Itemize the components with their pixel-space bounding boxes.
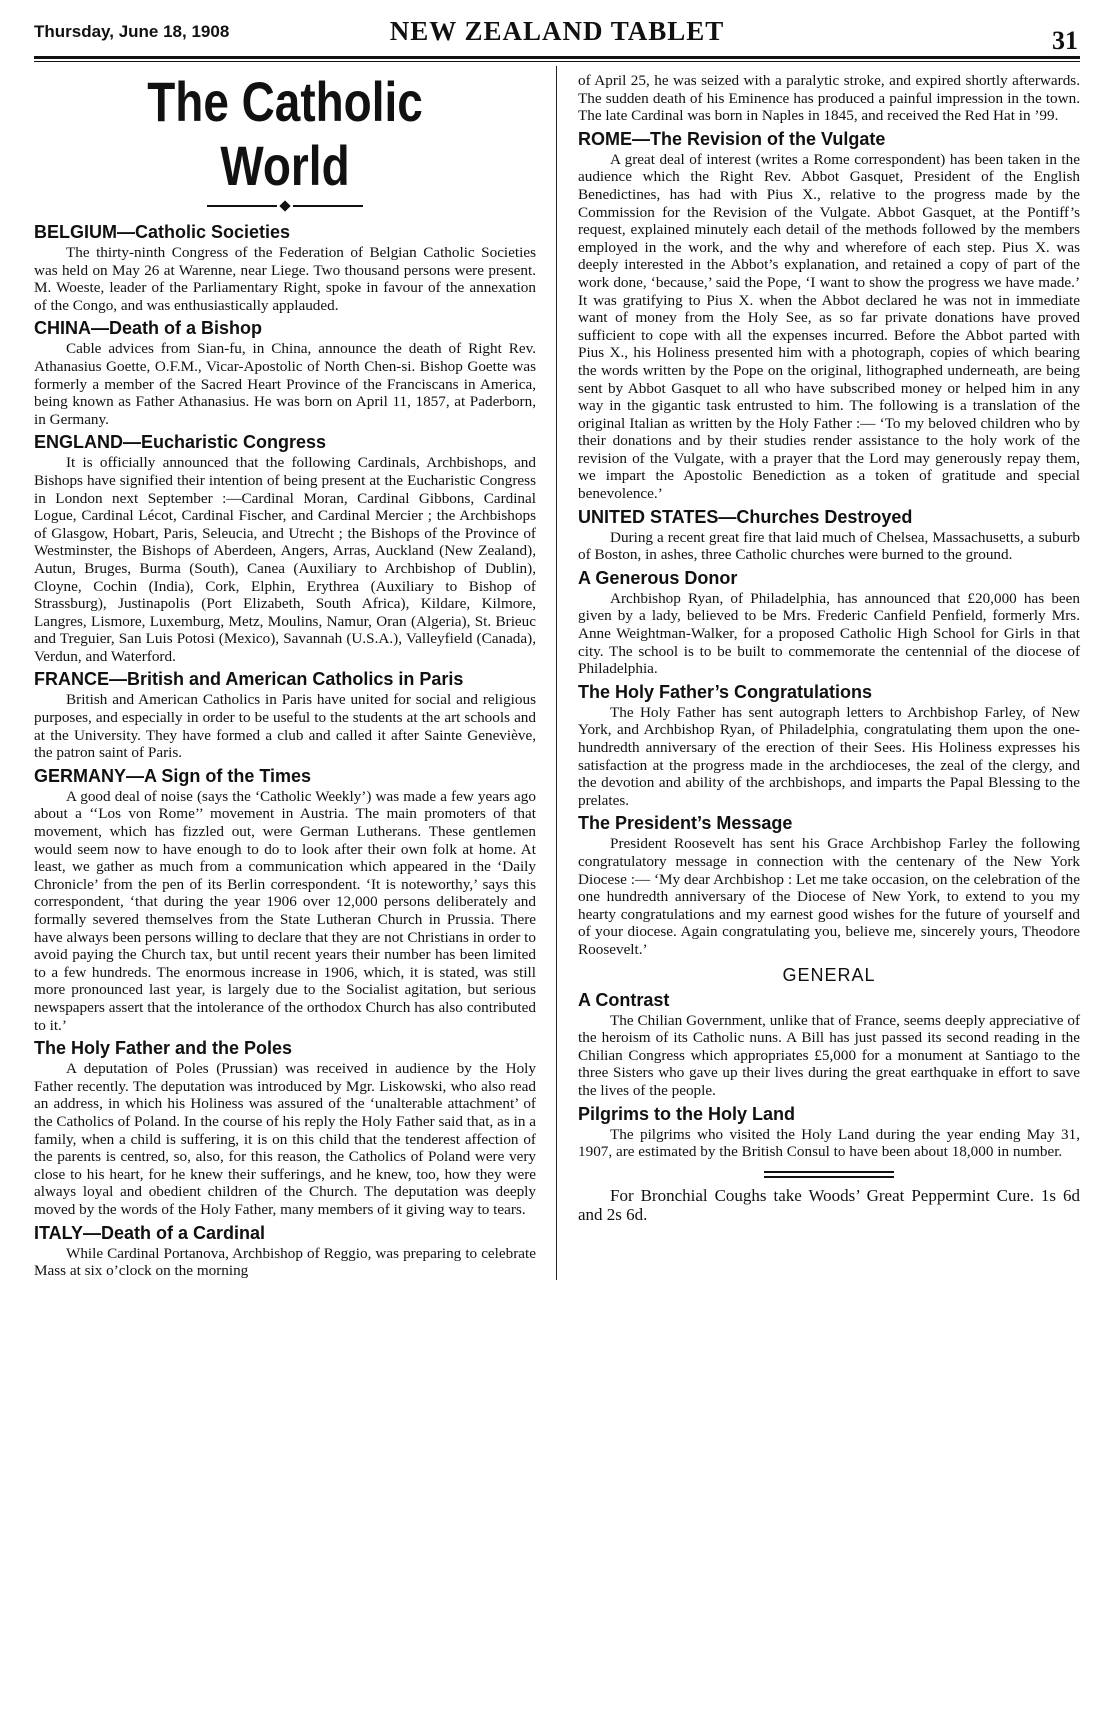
issue-date: Thursday, June 18, 1908 xyxy=(34,22,230,41)
left-column xyxy=(34,62,536,1280)
diamond-ornament xyxy=(279,200,290,211)
right-column xyxy=(578,62,1080,1280)
article-heading-generous-donor: A Generous Donor xyxy=(578,567,738,588)
article-heading-england: ENGLAND—Eucharistic Congress xyxy=(34,432,327,453)
page-number: 31 xyxy=(1052,26,1078,55)
article-paragraph: While Cardinal Portanova, Archbishop of Reggio, was preparing to celebrate Mass at six o’clock on the morning xyxy=(34,1244,536,1280)
article-heading-contrast: A Contrast xyxy=(578,989,670,1010)
article-paragraph: Archbishop Ryan, of Philadelphia, has announced that £20,000 has been given by a lady, believed to be Mrs. Frederic Canfield Penfield, formerly Mrs. Anne Weightman-Walker, for a proposed Catholic High School for Girls in that city. The school is to be built to commemorate the centennial of the diocese of Philadelphia. xyxy=(578,589,1080,678)
article-heading-pilgrims: Pilgrims to the Holy Land xyxy=(578,1103,796,1124)
article-heading-belgium: BELGIUM—Catholic Societies xyxy=(34,222,291,242)
article-heading-congratulations: The Holy Father’s Congratulations xyxy=(578,681,873,702)
article-paragraph: A great deal of interest (writes a Rome correspondent) has been taken in the audience which the Right Rev. Abbot Gasquet, President of the English Benedictines, has had with Pius X., relative to the progress made by the Commission for the Revision of the Vulgate. Abbot Gasquet, at the Pontiff’s request, explained minutely each detail of the methods followed by the members employed in the work, and the why and wherefore of each step. Pius X. was deeply interested in the Abbot’s explanation, and retained a copy of part of the work done, ‘because,’ said the Pope, ‘I want to show the progress we have made.’ It was gratifying to Pius X. when the Abbot declared he was not in immediate want of money from the Holy See, as so far private donations have proved sufficient to cope with all the expenses incurred. Before the Abbot parted with Pius X., his Holiness presented him with a photograph, copies of which bearing the words written by the Pope on the original, lithographed underneath, are being sent by Abbot Gasquet to all who have subscribed money or helped him in any way in the gigantic task entrusted to him. The following is a translation of the original Italian as written by the Holy Father :— ‘To my beloved children who by their donations and by their studies render assistance to the holy work of the revision of the Vulgate, with a prayer that the Lord may generously repay them, we impart the Apostolic Benediction as a token of gratitude and special benevolence.’ xyxy=(578,150,1080,503)
article-paragraph: The pilgrims who visited the Holy Land during the year ending May 31, 1907, are estimated by the British Consul to have been about 18,000 in number. xyxy=(578,1125,1080,1161)
article-paragraph: President Roosevelt has sent his Grace Archbishop Farley the following congratulatory message in connection with the centenary of the New York Diocese :— ‘My dear Archbishop : Let me take occasion, on the celebration of the one hundredth anniversary of the Diocese of New York, to extend to you my hearty congratulations and my earnest good wishes for the future of yourself and of your diocese. Again congratulating you, believe me, sincerely yours, Theodore Roosevelt.’ xyxy=(578,835,1080,958)
section-title: The Catholic World xyxy=(147,70,423,197)
article-paragraph: Cable advices from Sian-fu, in China, announce the death of Right Rev. Athanasius Goette, O.F.M., Vicar-Apostolic of North Chen-si. Bishop Goette was formerly a member of the Sacred Heart Province of the Franciscans in America, being known as Father Athanasius. He was born on April 11, 1857, at Paderborn, in Germany. xyxy=(34,340,536,428)
end-rule xyxy=(764,1171,894,1178)
column-divider xyxy=(556,66,557,1280)
article-heading-presidents-message: The President’s Message xyxy=(578,813,793,834)
article-heading-china: CHINA—Death of a Bishop xyxy=(34,318,263,339)
article-paragraph: The Chilian Government, unlike that of France, seems deeply appreciative of the heroism of its Catholic nuns. A Bill has just passed its second reading in the Chilian Congress which appropriates £5,000 for a monument at Santiago to the three Sisters who gave up their lives during the great earthquake in effort to save the lives of the people. xyxy=(578,1011,1080,1099)
article-heading-united-states: UNITED STATES—Churches Destroyed xyxy=(578,506,913,527)
columns xyxy=(34,62,1080,1280)
article-paragraph: British and American Catholics in Paris have united for social and religious purposes, and especially in order to be useful to the students at the art schools and at the University. They have formed a club and called it after Sainte Geneviève, the patron saint of Paris. xyxy=(34,691,536,762)
article-heading-italy: ITALY—Death of a Cardinal xyxy=(34,1222,266,1243)
advertisement: For Bronchial Coughs take Woods’ Great Peppermint Cure. 1s 6d and 2s 6d. xyxy=(578,1185,1080,1224)
ornament-rule xyxy=(34,202,536,210)
article-paragraph: A good deal of noise (says the ‘Catholic Weekly’) was made a few years ago about a ‘‘Los von Rome’’ movement in Austria. The main promoters of that movement, which has fizzled out, were German Lutherans. These gentlemen would seem now to have enough to do to look after their own folk at home. At least, we gather as much from a communication which appeared in the ‘Daily Chronicle’ from the pen of its Berlin correspondent. ‘It is noteworthy,’ says this correspondent, ‘that during the year 1906 over 12,000 persons deliberately and formally severed themselves from the State Lutheran Church in Prussia. There have always been persons willing to declare that they are not Christians in order to avoid paying the Church tax, but until recent years their number has been limited to a few hundreds. The enormous increase in 1906, which, it is stated, was still more pronounced last year, is largely due to the Socialist agitation, but serious newspapers assert that the intolerance of the orthodox Church has also contributed to it.’ xyxy=(34,787,536,1034)
article-heading-holy-father-poles: The Holy Father and the Poles xyxy=(34,1038,293,1059)
article-paragraph: It is officially announced that the following Cardinals, Archbishops, and Bishops have signified their intention of being present at the Eucharistic Congress in London next September :—Cardinal Moran, Cardinal Gibbons, Cardinal Logue, Cardinal Lécot, Cardinal Fischer, and Cardinal Mercier ; the Archbishops of Glasgow, Hobart, Paris, Seleucia, and Utrecht ; the Bishops of the Province of Westminster, the Bishops of Aberdeen, Angers, Arras, Auckland (New Zealand), Autun, Bruges, Burma (South), Canea (Auxiliary to Archbishop of Dublin), Cloyne, Cochin (India), Cork, Elphin, Erythrea (Auxiliary to Bishop of Strassburg), Justinapolis (Port Elizabeth, South Africa), Kildare, Kilmore, Langres, Lismore, Luxemburg, Metz, Moulins, Namur, Oran (Algeria), St. Brieuc and Treguier, San Luis Potosi (Mexico), Savannah (U.S.A.), Valleyfield (Canada), Verdun, and Waterford. xyxy=(34,454,536,665)
masthead xyxy=(34,10,1080,59)
article-heading-france: FRANCE—British and American Catholics in Paris xyxy=(34,669,464,690)
article-heading-germany: GERMANY—A Sign of the Times xyxy=(34,765,312,786)
article-paragraph: A deputation of Poles (Prussian) was received in audience by the Holy Father recently. The deputation was introduced by Mgr. Liskowski, who also read an address, in which his Holiness was assured of the ‘unalterable attachment’ of the Catholics of Poland. In the course of his reply the Holy Father said that, as in a family, when a child is suffering, it is on this child that the tenderest affection of the parents is centred, so, also, for this reason, the Catholics of Poland were very close to his heart, for he knew their sufferings, and he knew, too, how they were always loyal and obedient children of the Church. The deputation was deeply moved by the words of the Holy Father, many members of it giving way to tears. xyxy=(34,1060,536,1218)
general-subhead: GENERAL xyxy=(782,964,876,985)
article-heading-rome: ROME—The Revision of the Vulgate xyxy=(578,128,886,149)
paper-title: NEW ZEALAND TABLET xyxy=(389,16,725,46)
article-paragraph: The thirty-ninth Congress of the Federation of Belgian Catholic Societies was held on May 26 at Warenne, near Liege. Two thousand persons were present. M. Woeste, leader of the Parliamentary Right, spoke in favour of the annexation of the Congo, and was enthusiastically applauded. xyxy=(34,244,536,314)
article-paragraph: The Holy Father has sent autograph letters to Archbishop Farley, of New York, and Archbishop Ryan, of Philadelphia, congratulating them upon the one-hundredth anniversary of the erection of their Sees. His Holiness expresses his satisfaction at the progress made in the archdioceses, the zeal of the clergy, and the devotion and ability of the archbishops, and imparts the Papal Blessing to the prelates. xyxy=(578,703,1080,809)
article-paragraph: During a recent great fire that laid much of Chelsea, Massachusetts, a suburb of Boston, in ashes, three Catholic churches were burned to the ground. xyxy=(578,528,1080,564)
continued-paragraph: of April 25, he was seized with a paralytic stroke, and expired shortly afterwards. The sudden death of his Eminence has produced a painful impression in the town. The late Cardinal was born in Naples in 1845, and received the Red Hat in ’99. xyxy=(578,72,1080,125)
